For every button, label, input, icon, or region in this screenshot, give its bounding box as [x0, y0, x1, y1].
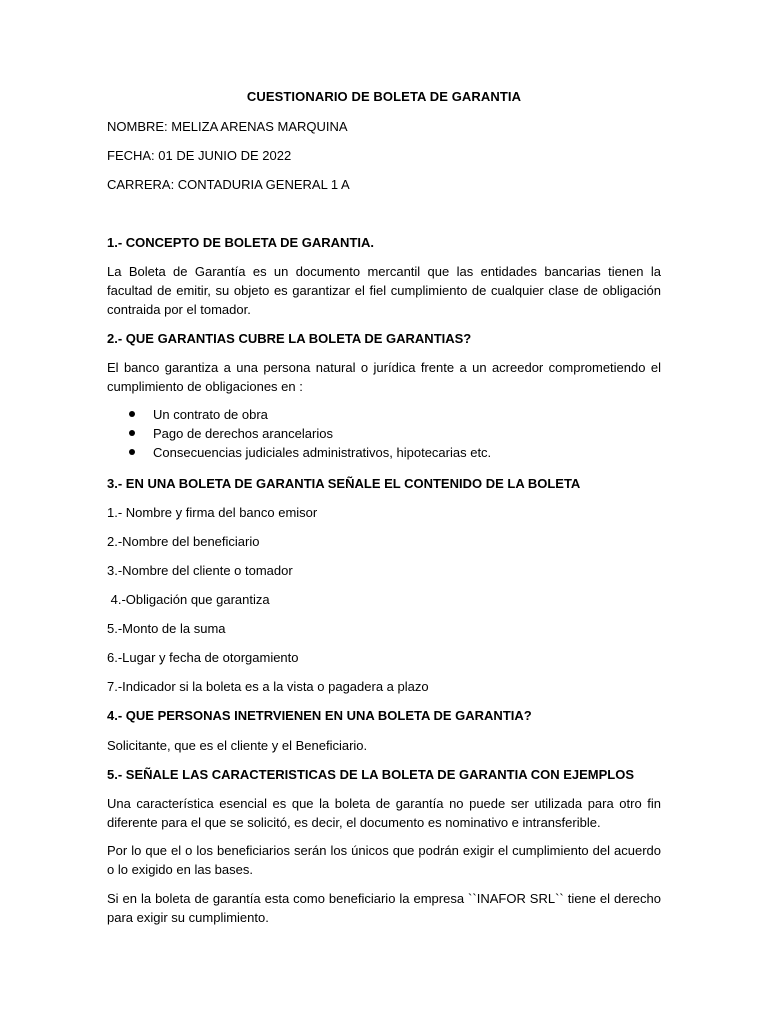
- list-item: Consecuencias judiciales administrativos, hipotecarias etc.: [129, 443, 491, 462]
- list-item: 1.- Nombre y firma del banco emisor: [107, 505, 318, 520]
- document-page: [107, 0, 661, 1024]
- list-item: 2.-Nombre del beneficiario: [107, 534, 260, 549]
- question-5-heading: 5.- SEÑALE LAS CARACTERISTICAS DE LA BOLETA DE GARANTIA CON EJEMPLOS: [107, 767, 635, 782]
- list-item: 6.-Lugar y fecha de otorgamiento: [107, 650, 299, 665]
- question-2-answer: El banco garantiza a una persona natural o jurídica frente a un acreedor comprometiendo el cumplimiento de obligaciones en :: [107, 360, 661, 394]
- document-title: CUESTIONARIO DE BOLETA DE GARANTIA: [246, 89, 522, 104]
- question-3-heading: 3.- EN UNA BOLETA DE GARANTIA SEÑALE EL CONTENIDO DE LA BOLETA: [107, 476, 581, 491]
- question-2-heading: 2.- QUE GARANTIAS CUBRE LA BOLETA DE GARANTIAS?: [107, 331, 472, 346]
- list-item: Pago de derechos arancelarios: [129, 424, 491, 443]
- question-5-paragraph: Por lo que el o los beneficiarios serán los únicos que podrán exigir el cumplimiento del acuerdo o lo exigido en las bases.: [107, 843, 661, 877]
- bullet-icon: [129, 449, 135, 455]
- bullet-icon: [129, 411, 135, 417]
- list-item: Un contrato de obra: [129, 405, 491, 424]
- question-4-heading: 4.- QUE PERSONAS INETRVIENEN EN UNA BOLETA DE GARANTIA?: [107, 708, 532, 723]
- question-1-heading: 1.- CONCEPTO DE BOLETA DE GARANTIA.: [107, 235, 374, 250]
- question-5-paragraph: Una característica esencial es que la boleta de garantía no puede ser utilizada para otro fin diferente para el que se solicitó, es decir, el documento es nominativo e intransferible.: [107, 796, 661, 830]
- question-2-bullet-list: [129, 405, 491, 462]
- list-item: 5.-Monto de la suma: [107, 621, 226, 636]
- question-4-answer: Solicitante, que es el cliente y el Beneficiario.: [107, 738, 368, 753]
- list-item: 4.-Obligación que garantiza: [107, 592, 270, 607]
- question-1-answer: La Boleta de Garantía es un documento mercantil que las entidades bancarias tienen la facultad de emitir, su objeto es garantizar el fiel cumplimiento de cualquier clase de obligación contraida por el tomador.: [107, 264, 661, 317]
- bullet-icon: [129, 430, 135, 436]
- career-line: CARRERA: CONTADURIA GENERAL 1 A: [107, 177, 350, 192]
- list-item: 3.-Nombre del cliente o tomador: [107, 563, 293, 578]
- list-item: 7.-Indicador si la boleta es a la vista o pagadera a plazo: [107, 679, 429, 694]
- name-line: NOMBRE: MELIZA ARENAS MARQUINA: [107, 119, 348, 134]
- question-5-paragraph: Si en la boleta de garantía esta como beneficiario la empresa ``INAFOR SRL`` tiene el derecho para exigir su cumplimiento.: [107, 891, 661, 925]
- date-line: FECHA: 01 DE JUNIO DE 2022: [107, 148, 292, 163]
